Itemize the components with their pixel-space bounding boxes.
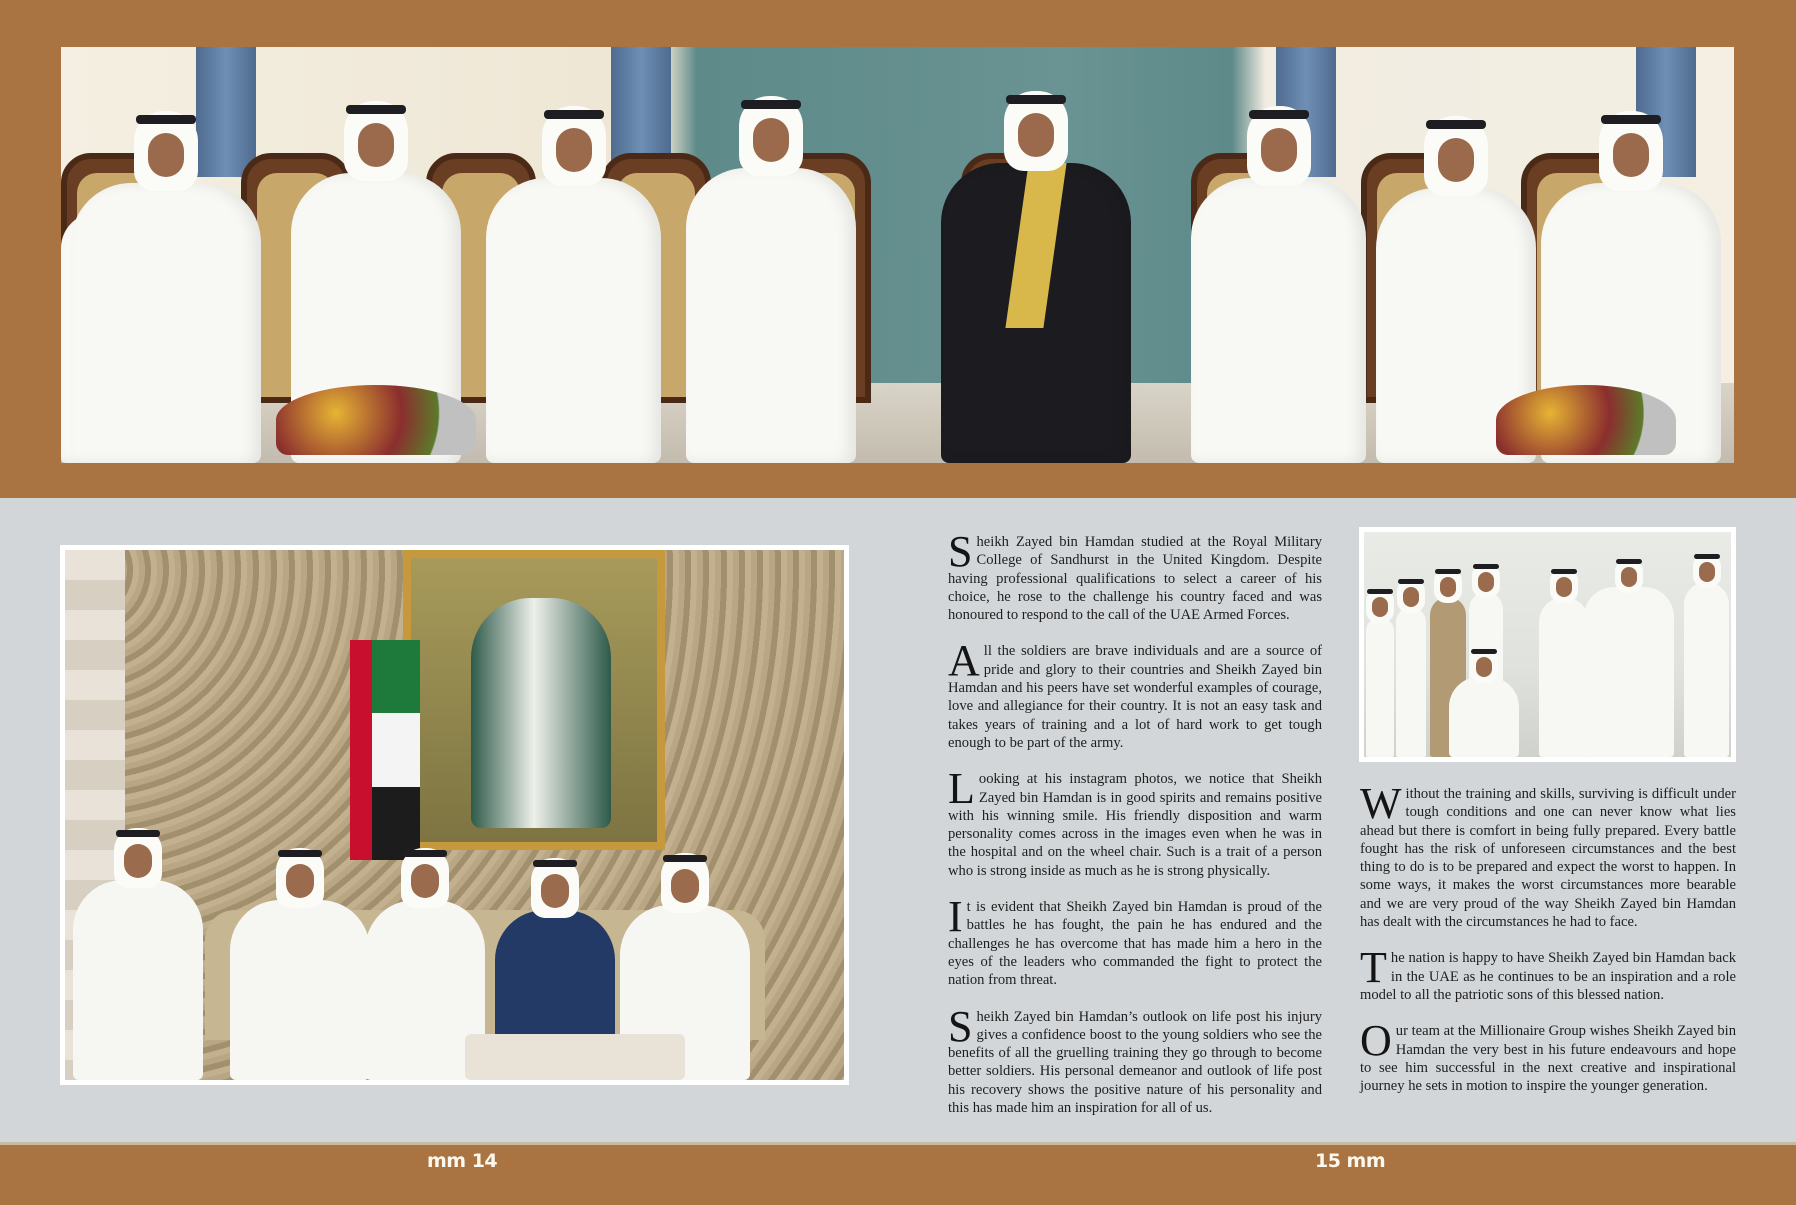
drop-cap: O	[1360, 1016, 1392, 1066]
article-paragraph: Our team at the Millionaire Group wishes Sheikh Zayed bin Hamdan the very best in his future endeavours and hope to see him successful in the next creative and inspirational journey he sets in motion to inspire the younger generation.	[1360, 1016, 1736, 1095]
seated-man	[686, 168, 856, 463]
seated-man	[1191, 178, 1366, 463]
top-banner-photo	[61, 47, 1734, 463]
portrait-painting	[403, 550, 665, 850]
standing-man	[1366, 617, 1394, 757]
fruit-platter	[276, 385, 476, 455]
drop-cap: S	[948, 1001, 973, 1051]
greeting-photo	[1359, 527, 1736, 762]
article-paragraph: Sheikh Zayed bin Hamdan studied at the Royal Military College of Sandhurst in the United Kingdom. Despite having professional qualifications to select a career of his choice, he rose to the challenge his country faced and was honoured to respond to the call of the UAE Armed Forces.	[948, 527, 1322, 624]
article-paragraph: Sheikh Zayed bin Hamdan’s outlook on life post his injury gives a confidence boost to the young soldiers who see the benefits of all the gruelling training they go through to become better soldiers. His personal demeanor and outlook of life post his recovery shows the positive nature of his personality and this has made him an inspiration for all of us.	[948, 1001, 1322, 1117]
seated-man-wheelchair	[1449, 677, 1519, 757]
seated-man	[486, 178, 661, 463]
drop-cap: L	[948, 764, 975, 814]
footer-brown-band	[0, 1142, 1796, 1205]
article-paragraph: The nation is happy to have Sheikh Zayed bin Hamdan back in the UAE as he continues to be an inspiration and a role model to all the patriotic sons of this blessed nation.	[1360, 943, 1736, 1003]
drop-cap: T	[1360, 943, 1387, 993]
bending-man	[1584, 587, 1674, 757]
article-paragraph: It is evident that Sheikh Zayed bin Hamdan is proud of the battles he has fought, the pain he has endured and the challenges he has overcome that has made him a hero in the eyes of the leaders who commanded the fight to protect the nation from threat.	[948, 892, 1322, 989]
article-paragraph: Without the training and skills, surviving is difficult under tough conditions and one can never know what lies ahead but there is comfort in being fully prepared. Every battle fought has the risk of unforeseen circumstances and the best thing to do is to be prepared and expect the worst to happen. In some ways, it makes the worst circumstances more bearable and we are very proud of the way Sheikh Zayed bin Hamdan has dealt with the circumstances he had to face.	[1360, 779, 1736, 931]
article-column-2	[1360, 779, 1736, 1113]
fruit-platter	[1496, 385, 1676, 455]
drop-cap: S	[948, 527, 973, 576]
seated-man-wheelchair	[73, 880, 203, 1080]
standing-man	[1539, 597, 1589, 757]
majlis-photo	[60, 545, 849, 1085]
coffee-table	[465, 1034, 685, 1080]
curtain	[196, 47, 256, 177]
standing-man	[1396, 607, 1426, 757]
article-paragraph: All the soldiers are brave individuals and are a source of pride and glory to their countries and Sheikh Zayed bin Hamdan and his peers have set wonderful examples of courage, love and allegiance for their country. It is not an easy task and takes years of training and a lot of hard work to get tough enough to be part of the army.	[948, 636, 1322, 751]
drop-cap: I	[948, 892, 963, 942]
article-paragraph: Looking at his instagram photos, we notice that Sheikh Zayed bin Hamdan is in good spirits and remains positive with his winning smile. His friendly disposition and warm personality comes across in the images even when he was in the hospital and on the wheel chair. Such is a trait of a person who is strong inside as much as he is strong physically.	[948, 764, 1322, 879]
drop-cap: W	[1360, 779, 1402, 828]
seated-man	[230, 900, 370, 1080]
drop-cap: A	[948, 636, 980, 686]
uae-flag	[350, 640, 420, 860]
seated-man	[71, 183, 261, 463]
standing-man	[1684, 582, 1729, 757]
seated-man-bisht	[941, 163, 1131, 463]
page-number-left: mm 14	[427, 1150, 498, 1172]
page-number-right: 15 mm	[1315, 1150, 1386, 1172]
article-column-1	[948, 527, 1322, 1135]
